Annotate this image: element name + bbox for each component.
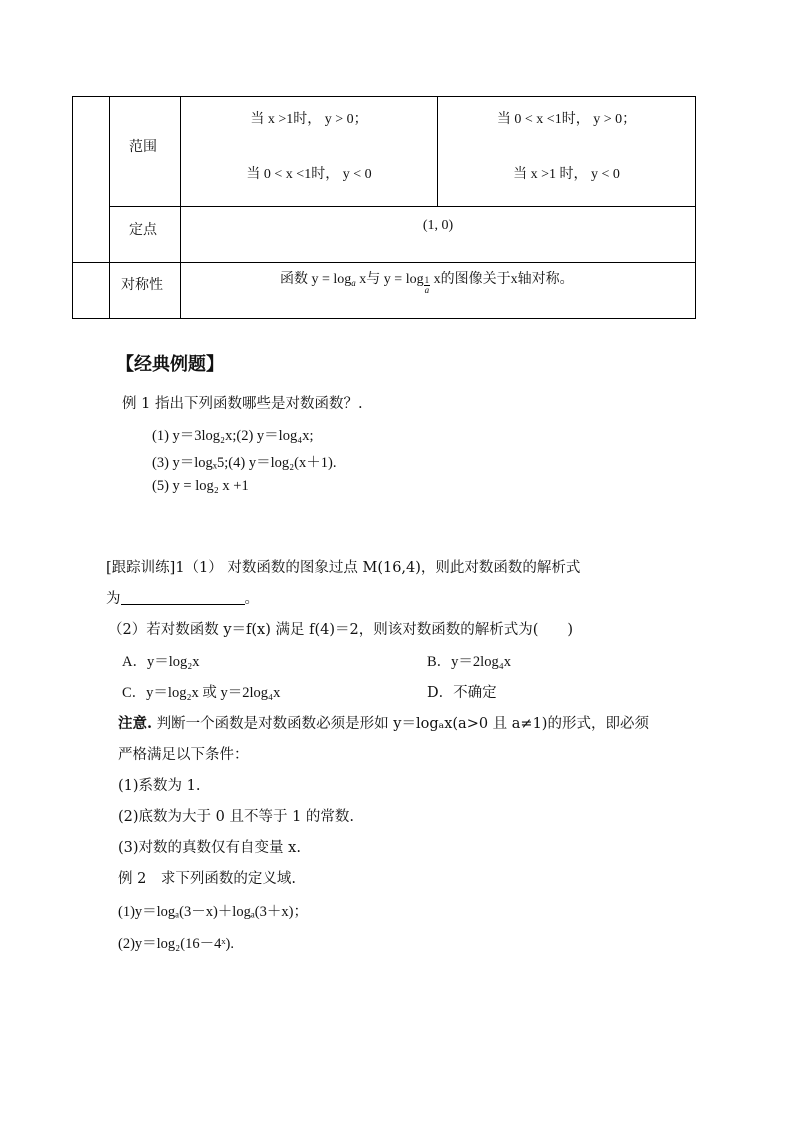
range-col1-line1: 当 x >1时， y > 0； xyxy=(250,112,368,127)
option-a: A．y＝log₂x xyxy=(122,654,200,670)
note-text: 判断一个函数是对数函数必须是形如 y＝logₐx(a>0 且 a≠1)的形式，即必须 xyxy=(152,716,649,732)
row-label-fixed-point: 定点 xyxy=(129,222,157,238)
tracking-question2: （2）若对数函数 y＝f(x) 满足 f(4)＝2，则该对数函数的解析式为( ) xyxy=(108,622,574,638)
table-border-right xyxy=(695,96,696,318)
table-border-top xyxy=(72,96,696,97)
tracking-line2 xyxy=(106,587,259,608)
example1-item: (1) y＝3log₂x;(2) y＝log₄x; xyxy=(152,428,314,444)
table-border-bottom xyxy=(72,318,696,319)
range-col2-line1: 当 0 < x <1时， y > 0； xyxy=(496,112,637,127)
option-c: C．y＝log₂x 或 y＝2log₄x xyxy=(122,685,281,701)
range-col1-line2: 当 0 < x <1时， y < 0 xyxy=(246,167,372,182)
table-row-divider xyxy=(72,262,696,263)
tracking-line2-prefix: 为 xyxy=(106,591,121,607)
symmetry-statement xyxy=(280,268,574,295)
answer-blank[interactable] xyxy=(121,590,245,605)
properties-table xyxy=(72,96,696,318)
row-label-range: 范围 xyxy=(129,139,157,155)
table-border-left xyxy=(72,96,73,318)
section-title: 【经典例题】 xyxy=(116,354,224,375)
note-line2: 严格满足以下条件： xyxy=(118,747,249,763)
symmetry-prefix: 函数 y = log xyxy=(280,272,352,287)
table-row-divider xyxy=(109,206,696,207)
symmetry-mid1: x与 y = log xyxy=(355,272,424,287)
fraction-numerator: 1 xyxy=(424,275,430,285)
example1-item: (5) y = log₂ x +1 xyxy=(152,478,249,494)
range-col2-line2: 当 x >1 时， y < 0 xyxy=(513,167,620,182)
table-col-divider xyxy=(109,96,110,318)
tracking-line1: [跟踪训练]1（1） 对数函数的图象过点 M(16,4)，则此对数函数的解析式 xyxy=(106,560,581,576)
example1-item: (3) y＝logₓ5;(4) y＝log₂(x＋1). xyxy=(152,455,337,471)
note-condition-2: (2)底数为大于 0 且不等于 1 的常数. xyxy=(118,809,355,825)
note-condition-1: (1)系数为 1. xyxy=(118,778,201,794)
option-d: D．不确定 xyxy=(427,685,497,701)
note-label: 注意. xyxy=(118,715,153,732)
symmetry-base-a: a xyxy=(351,278,356,288)
fixed-point-value: (1, 0) xyxy=(422,218,454,233)
example1-title: 例 1 指出下列函数哪些是对数函数？. xyxy=(122,396,363,412)
example2-title: 例 2 求下列函数的定义域. xyxy=(118,871,296,887)
note-line1 xyxy=(118,712,649,733)
tracking-line2-suffix: 。 xyxy=(244,591,259,607)
row-label-symmetry: 对称性 xyxy=(121,277,163,293)
note-condition-3: (3)对数的真数仅有自变量 x. xyxy=(118,840,301,856)
fraction-denominator: a xyxy=(424,285,430,295)
table-col-divider xyxy=(180,96,181,318)
option-b: B．y＝2log₄x xyxy=(427,654,512,670)
example2-function-2: (2)y＝log₂(16－4ˣ). xyxy=(118,936,234,952)
symmetry-mid2: x的图像关于x轴对称。 xyxy=(430,272,574,287)
example2-function-1: (1)y＝logₐ(3－x)＋logₐ(3＋x)； xyxy=(118,904,308,920)
